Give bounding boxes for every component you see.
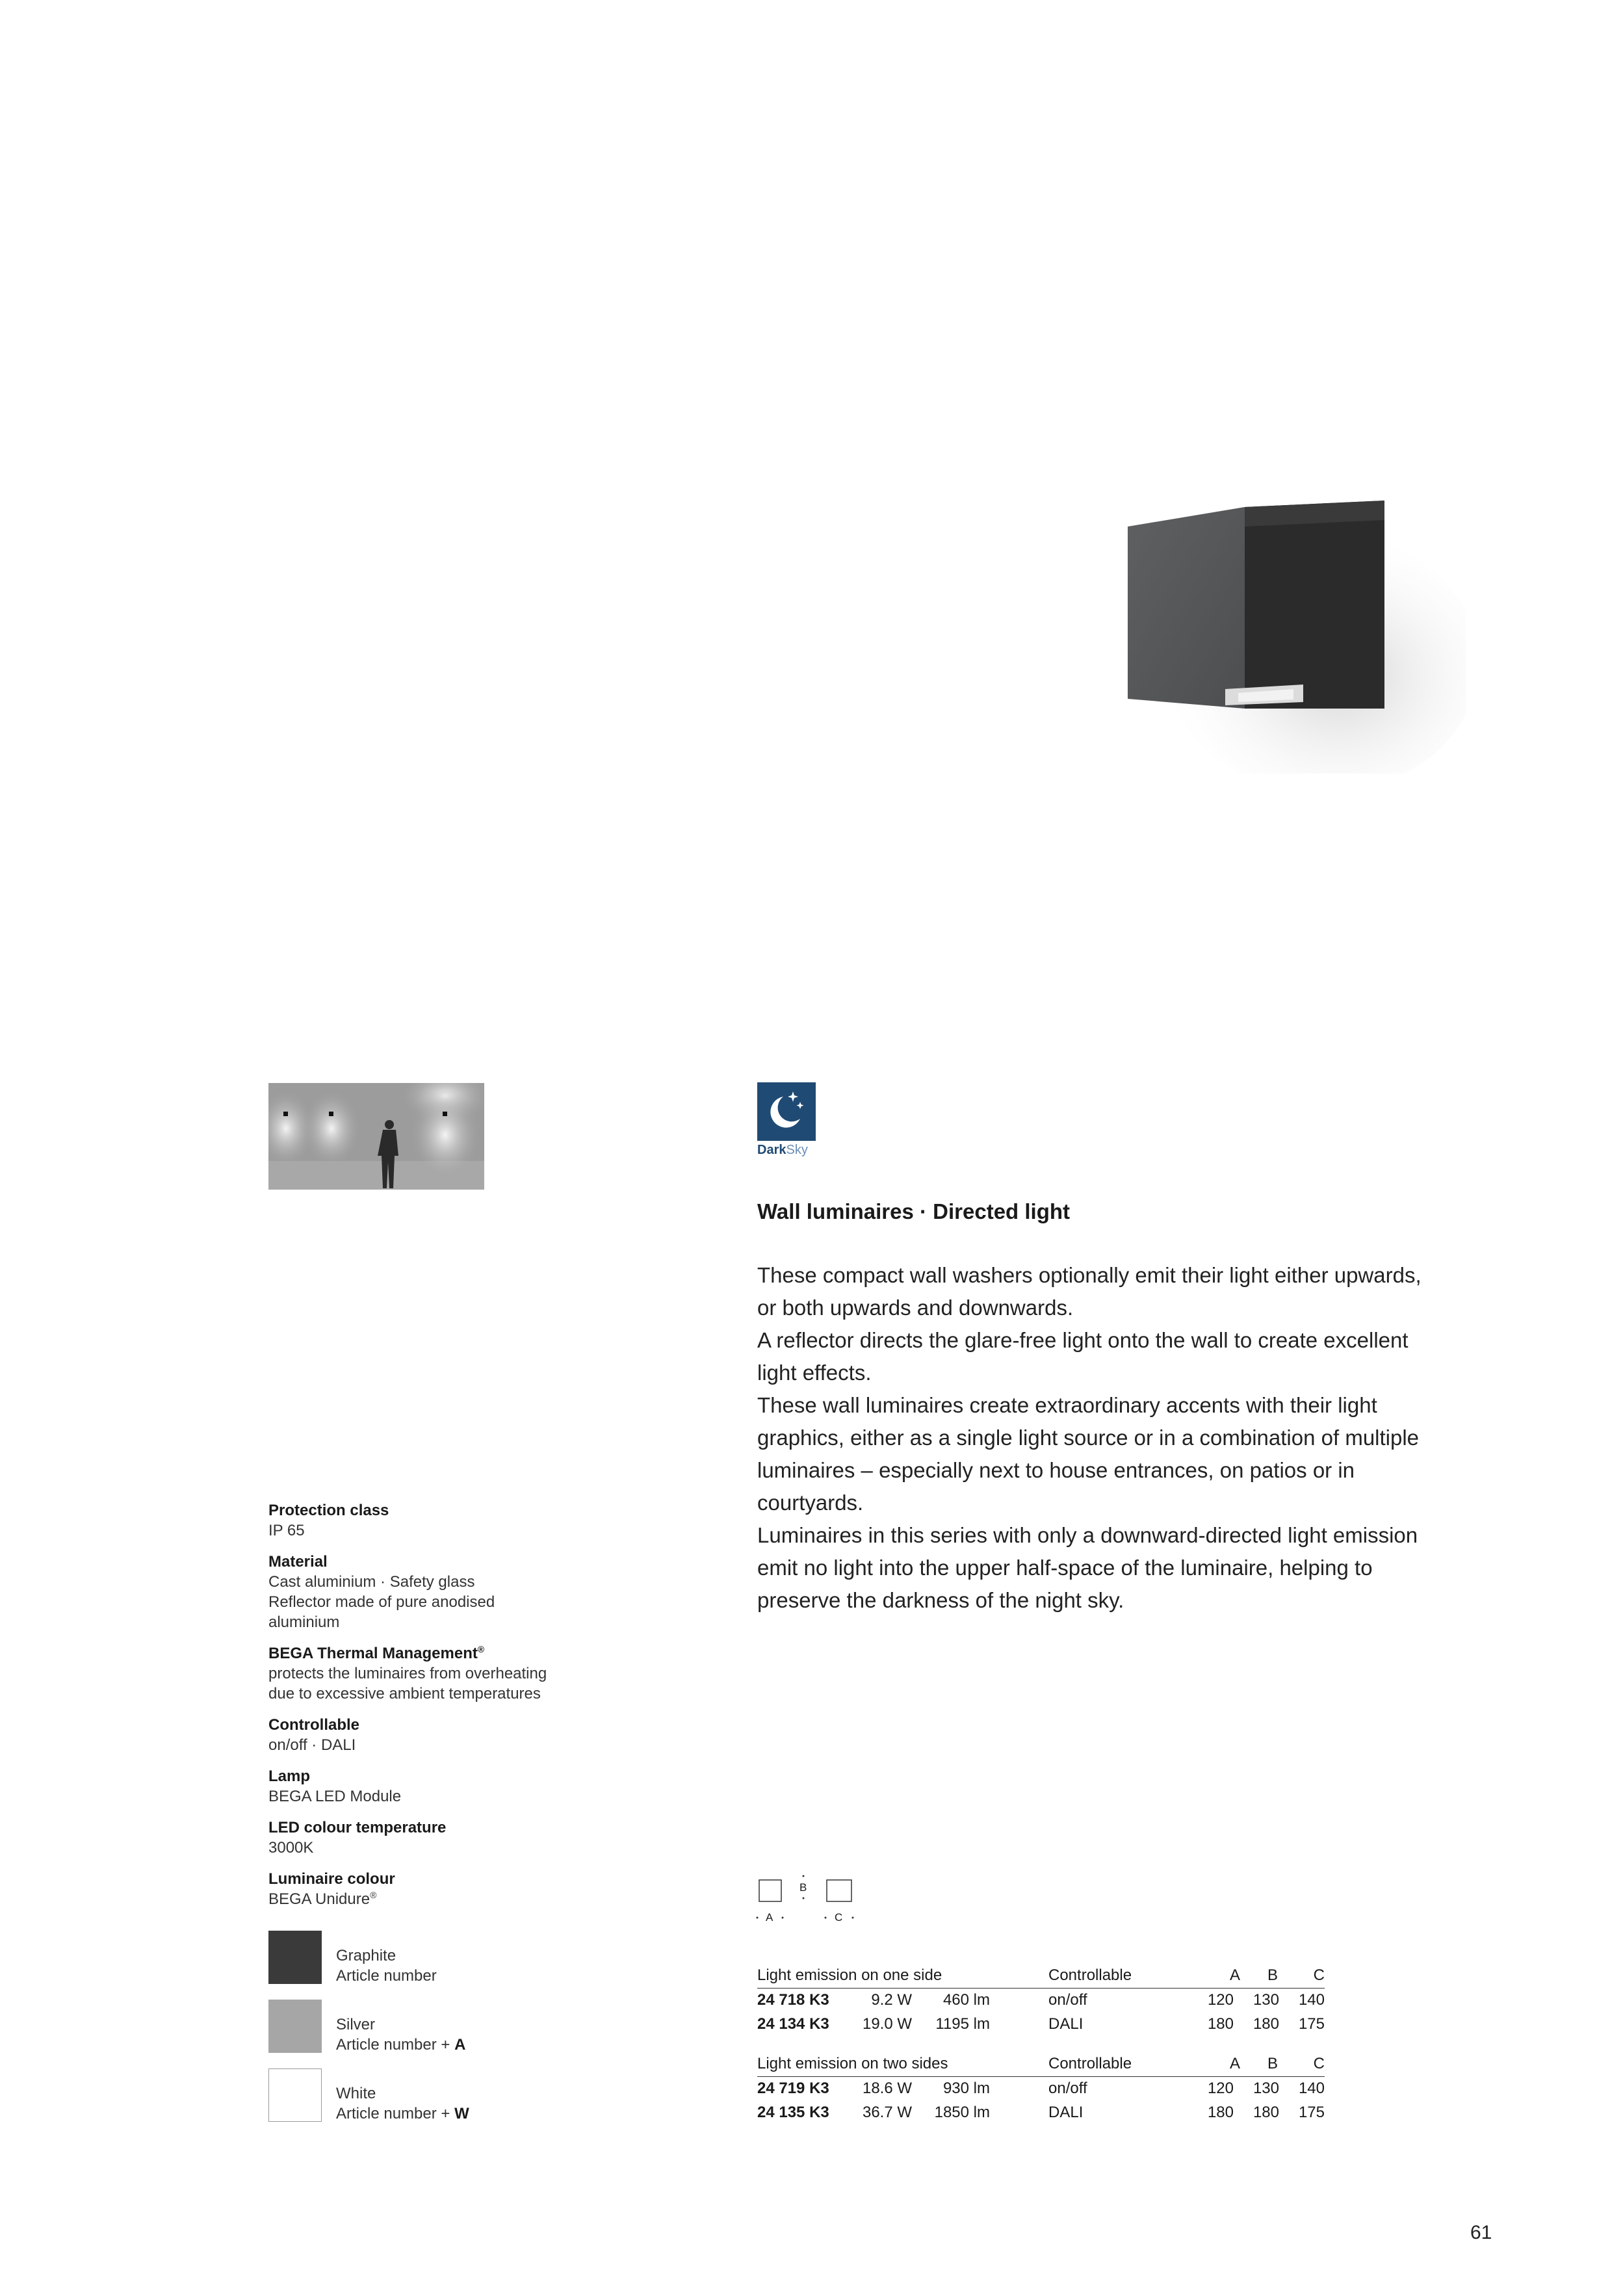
col-a: A xyxy=(1229,2055,1240,2072)
description-paragraph: These wall luminaires create extraordinary accents with their light graphics, either as a single light source or in a combination of multiple luminaires – especially next to house entrances, on patios or in courtyards. xyxy=(757,1393,1420,1515)
article-number: 24 719 K3 xyxy=(757,2080,829,2097)
spec-heading: Protection class xyxy=(268,1502,389,1519)
spec-value: BEGA LED Module xyxy=(268,1788,402,1805)
col-a: A xyxy=(1229,1966,1240,1984)
spec-heading: Lamp xyxy=(268,1768,311,1785)
swatch-silver xyxy=(268,2000,322,2053)
col-c: C xyxy=(1313,1966,1325,1984)
table-two-sides xyxy=(757,2052,1325,2125)
spec-led-temp xyxy=(268,1818,593,1858)
dim-c: 140 xyxy=(1298,2080,1325,2097)
section-title: Wall luminaires · Directed light xyxy=(757,1199,1071,1223)
spec-value: on/off · DALI xyxy=(268,1736,356,1754)
control: DALI xyxy=(1048,2104,1084,2121)
control: DALI xyxy=(1048,2015,1084,2033)
table-header xyxy=(757,2052,1325,2077)
table-heading: Light emission on two sides xyxy=(757,2055,948,2072)
spec-value: BEGA Unidure xyxy=(268,1890,370,1908)
spec-heading: Controllable xyxy=(268,1716,360,1734)
spec-protection xyxy=(268,1500,593,1541)
lumen: 460 lm xyxy=(942,1991,990,2009)
dim-a: 120 xyxy=(1207,2080,1234,2097)
colour-name: Graphite xyxy=(336,1947,396,1964)
lumen: 930 lm xyxy=(942,2080,990,2097)
table-one-side xyxy=(757,1964,1325,2037)
spec-value: IP 65 xyxy=(268,1522,305,1539)
spec-value: 3000K xyxy=(268,1839,314,1857)
col-c: C xyxy=(1313,2055,1325,2072)
table-header xyxy=(757,1964,1325,1989)
dim-a: 180 xyxy=(1207,2104,1234,2121)
spec-heading: Luminaire colour xyxy=(268,1870,395,1888)
lumen: 1850 lm xyxy=(934,2104,990,2121)
darksky-label-bold: Dark xyxy=(757,1143,786,1157)
swatch-graphite-label xyxy=(336,1946,437,1986)
dim-b: 130 xyxy=(1253,2080,1279,2097)
wattage: 18.6 W xyxy=(862,2080,912,2097)
swatch-silver-label xyxy=(336,2015,465,2055)
control: on/off xyxy=(1048,2080,1087,2097)
colour-suffix: W xyxy=(454,2105,469,2122)
dim-a-label: A xyxy=(766,1911,773,1924)
description-paragraph: Luminaires in this series with only a downward-directed light emission emit no light into the upper half-space of the luminaire, helping to preserve the darkness of the night sky. xyxy=(757,1523,1418,1612)
dimension-drawing xyxy=(754,1871,858,1923)
col-b: B xyxy=(1267,2055,1278,2072)
colour-name: Silver xyxy=(336,2016,376,2033)
spec-heading: BEGA Thermal Management xyxy=(268,1645,478,1662)
spec-material xyxy=(268,1552,593,1632)
spec-colour xyxy=(268,1869,593,1909)
application-scene-image xyxy=(268,1083,484,1190)
spec-value: aluminium xyxy=(268,1613,340,1631)
dim-c: 175 xyxy=(1298,2015,1325,2033)
swatch-white xyxy=(268,2068,322,2122)
colour-article: Article number xyxy=(336,1967,437,1985)
description-paragraph: These compact wall washers optionally emit their light either upwards, or both upwards and downwards. xyxy=(757,1263,1422,1320)
registered-mark: ® xyxy=(477,1644,485,1654)
swatch-graphite xyxy=(268,1931,322,1984)
table-heading: Light emission on one side xyxy=(757,1966,942,1984)
col-b: B xyxy=(1267,1966,1278,1984)
dim-a: 120 xyxy=(1207,1991,1234,2009)
darksky-label-light: Sky xyxy=(786,1143,808,1157)
control: on/off xyxy=(1048,1991,1087,2009)
dim-c: 140 xyxy=(1298,1991,1325,2009)
colour-article: Article number + xyxy=(336,2105,450,2122)
darksky-moon-icon xyxy=(757,1082,816,1141)
registered-mark: ® xyxy=(370,1890,377,1900)
product-image xyxy=(1128,501,1466,774)
spec-list xyxy=(268,1500,593,1920)
spec-controllable xyxy=(268,1715,593,1755)
wattage: 19.0 W xyxy=(862,2015,912,2033)
spec-value: Reflector made of pure anodised xyxy=(268,1593,495,1611)
spec-thermal xyxy=(268,1643,593,1704)
table-row xyxy=(757,2077,1325,2101)
spec-value: Cast aluminium · Safety glass xyxy=(268,1573,475,1591)
article-number: 24 718 K3 xyxy=(757,1991,829,2009)
wattage: 36.7 W xyxy=(862,2104,912,2121)
spec-lamp xyxy=(268,1766,593,1807)
lumen: 1195 lm xyxy=(935,2015,990,2033)
table-row xyxy=(757,2101,1325,2125)
dim-b-label: B xyxy=(799,1881,807,1894)
article-number: 24 135 K3 xyxy=(757,2104,829,2121)
spec-value: due to excessive ambient temperatures xyxy=(268,1685,541,1702)
description-paragraph: A reflector directs the glare-free light onto the wall to create excellent light effects. xyxy=(757,1328,1409,1385)
dim-b: 130 xyxy=(1253,1991,1279,2009)
dim-c: 175 xyxy=(1298,2104,1325,2121)
colour-name: White xyxy=(336,2085,376,2102)
spec-heading: LED colour temperature xyxy=(268,1819,447,1836)
spec-heading: Material xyxy=(268,1553,328,1571)
page-number: 61 xyxy=(1470,2222,1492,2243)
darksky-badge xyxy=(757,1082,816,1160)
spec-value: protects the luminaires from overheating xyxy=(268,1665,547,1682)
dim-a: 180 xyxy=(1207,2015,1234,2033)
wattage: 9.2 W xyxy=(871,1991,912,2009)
col-controllable: Controllable xyxy=(1048,1966,1132,1984)
colour-article: Article number + xyxy=(336,2036,450,2054)
dim-b: 180 xyxy=(1253,2015,1279,2033)
table-row xyxy=(757,2013,1325,2037)
col-controllable: Controllable xyxy=(1048,2055,1132,2072)
description xyxy=(757,1259,1427,1617)
table-row xyxy=(757,1989,1325,2013)
colour-suffix: A xyxy=(454,2036,466,2054)
dim-b: 180 xyxy=(1253,2104,1279,2121)
article-number: 24 134 K3 xyxy=(757,2015,829,2033)
dim-c-label: C xyxy=(835,1911,843,1924)
swatch-white-label xyxy=(336,2083,469,2124)
